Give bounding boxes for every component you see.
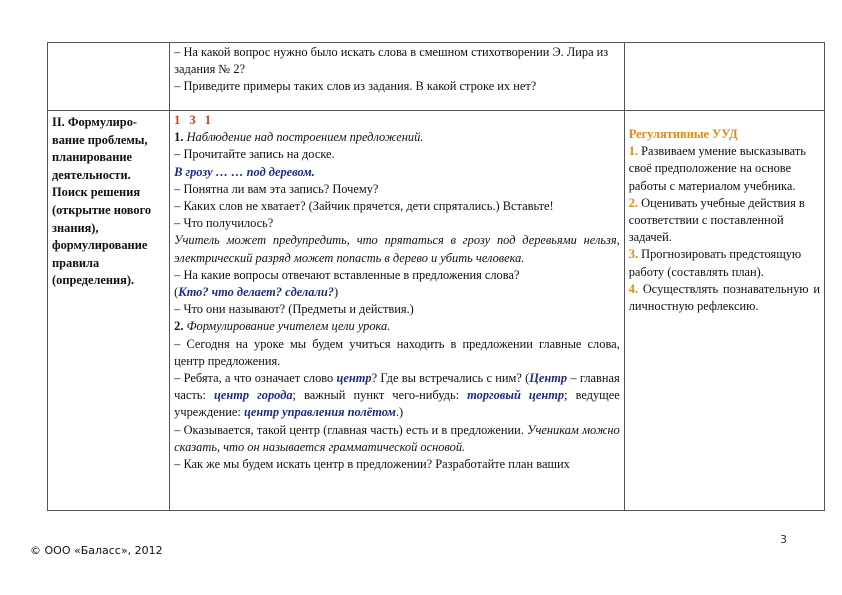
uud-text: Осуществлять познавательную и личностную рефлексию. bbox=[628, 281, 820, 314]
uud-number: 4. bbox=[628, 281, 639, 296]
activity-line: – Что получилось? bbox=[174, 216, 274, 231]
activity-line: – На какой вопрос нужно было искать слова в смешном стихотворении Э. Лира из задания № 2? bbox=[174, 45, 609, 77]
text-run: ; ведущее учреждение: bbox=[174, 388, 620, 420]
uud-cell bbox=[624, 111, 824, 511]
table-row bbox=[48, 43, 825, 111]
uud-item bbox=[629, 195, 820, 247]
step-title: Наблюдение над построением предложений. bbox=[186, 130, 424, 145]
key-word: центр управления полётом bbox=[243, 405, 396, 420]
activity-line: – Каких слов не хватает? (Зайчик прячется, дети спрятались.) Вставьте! bbox=[174, 199, 554, 214]
key-word: центр bbox=[336, 371, 372, 386]
stage-title: II. Формулиро-вание проблемы, планирование деятельности. Поиск решения (открытие нового знания), формулирование правила (определения). bbox=[52, 115, 152, 288]
question-words: Кто? что делает? сделали? bbox=[178, 285, 334, 300]
copyright-footer: © ООО «Баласс», 2012 bbox=[30, 544, 163, 557]
table-row bbox=[48, 111, 825, 511]
activity-line: – Понятна ли вам эта запись? Почему? bbox=[174, 181, 379, 196]
rating-marks: 1 3 1 bbox=[174, 113, 214, 127]
activity-line: – Как же мы будем искать центр в предложении? Разработайте план ваших bbox=[174, 457, 570, 472]
uud-text: Развиваем умение высказывать своё предположение на основе работы с материалом учебника. bbox=[628, 144, 806, 193]
teacher-note: Ученикам можно сказать, что он называется грамматической основой. bbox=[174, 422, 620, 454]
uud-title: Регулятивные УУД bbox=[628, 127, 738, 141]
step-number: 1. bbox=[174, 130, 184, 145]
paren: ) bbox=[333, 285, 339, 300]
uud-text: Оценивать учебные действия в соответствии с поставленной задачей. bbox=[628, 195, 805, 245]
text-run: .) bbox=[395, 405, 404, 420]
teacher-note: Учитель может предупредить, что прятаться в грозу под деревьями нельзя, электрический разряд может попасть в дерево и убить человека. bbox=[174, 233, 620, 265]
center-paragraph bbox=[174, 370, 620, 422]
text-run: – главная часть: bbox=[174, 371, 620, 403]
uud-item bbox=[629, 143, 820, 195]
uud-text: Прогнозировать предстоящую работу (составлять план). bbox=[628, 247, 802, 279]
stage-cell bbox=[48, 43, 170, 111]
grammar-paragraph bbox=[174, 422, 620, 456]
activity-line: – Прочитайте запись на доске. bbox=[174, 147, 335, 162]
goal-text: – Сегодня на уроке мы будем учиться находить в предложении главные слова, центр предложения. bbox=[174, 336, 620, 368]
uud-number: 1. bbox=[628, 144, 639, 159]
text-run: – Оказывается, такой центр (главная часть) есть и в предложении. bbox=[174, 422, 528, 437]
uud-number: 3. bbox=[628, 247, 639, 262]
text-run: – Ребята, а что означает слово bbox=[174, 371, 337, 386]
step-title: Формулирование учителем цели урока. bbox=[186, 319, 391, 334]
uud-cell bbox=[624, 43, 824, 111]
activity-line: – Приведите примеры таких слов из задания. В какой строке их нет? bbox=[174, 79, 537, 94]
page-number: 3 bbox=[780, 533, 787, 546]
activity-cell bbox=[170, 111, 625, 511]
activity-line: – Что они называют? (Предметы и действия.) bbox=[174, 302, 414, 317]
board-sentence: В грозу … … под деревом. bbox=[174, 164, 315, 179]
activity-content bbox=[174, 112, 620, 508]
key-word: центр города bbox=[214, 388, 293, 403]
key-word: торговый центр bbox=[467, 388, 565, 403]
text-run: ; важный пункт чего-нибудь: bbox=[292, 388, 468, 403]
activity-cell bbox=[170, 43, 625, 111]
text-run: ? Где вы встречались с ним? ( bbox=[371, 371, 530, 386]
stage-cell bbox=[48, 111, 170, 511]
uud-item bbox=[629, 281, 820, 315]
uud-number: 2. bbox=[628, 195, 639, 210]
paren: ( bbox=[174, 285, 179, 300]
uud-item bbox=[629, 246, 820, 280]
step-number: 2. bbox=[174, 319, 184, 334]
key-word: Центр bbox=[529, 371, 568, 386]
activity-line: – На какие вопросы отвечают вставленные в предложения слова? bbox=[174, 267, 520, 282]
lesson-table bbox=[47, 42, 825, 511]
